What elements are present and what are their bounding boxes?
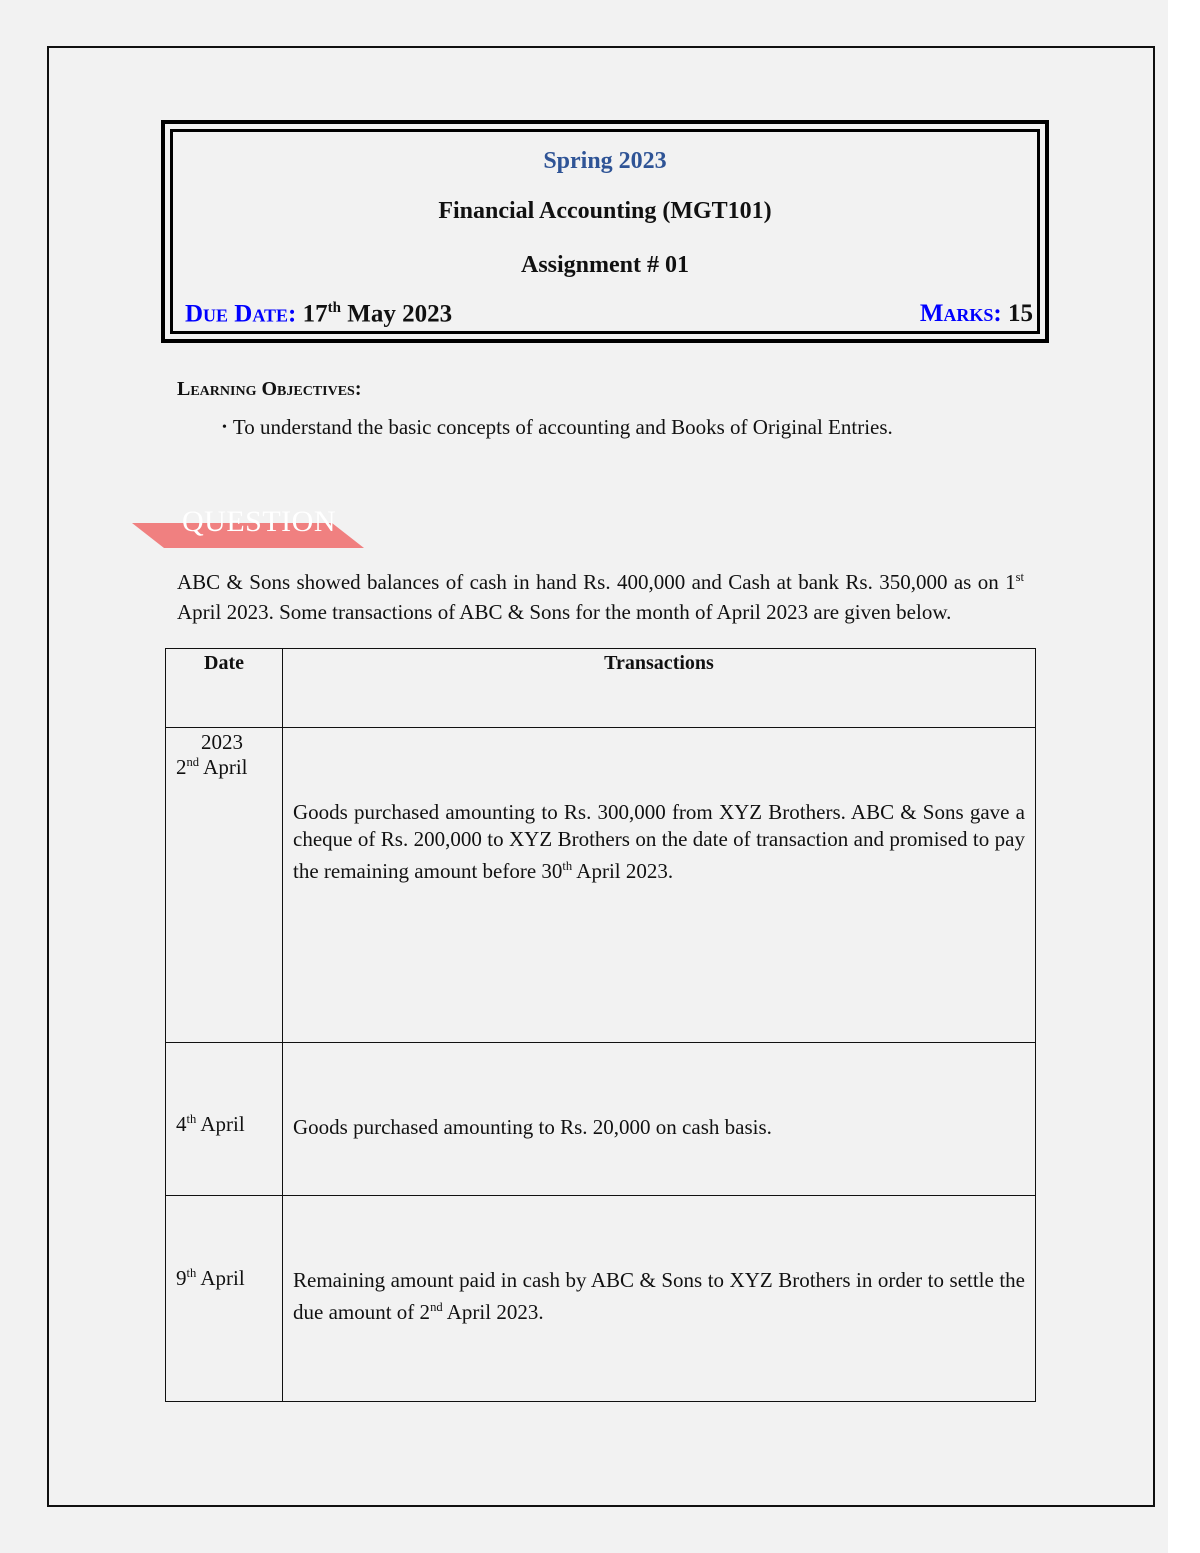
transaction-text-1: Goods purchased amounting to Rs. 300,000 from XYZ Brothers. ABC & Sons gave a cheque of Rs. 200,000 to XYZ Brothers on the date of transaction and promised to pay the remaining amount before 30 [293,800,1025,883]
learning-objectives-title: Learning Objectives: [177,378,362,400]
marks [920,300,1033,328]
transaction-text: Goods purchased amounting to Rs. 20,000 on cash basis. [293,1115,772,1139]
due-day: 17 [302,300,328,328]
transaction-text-1: Remaining amount paid in cash by ABC & Sons to XYZ Brothers in order to settle the due amount of 2 [293,1268,1025,1324]
date-cell [166,728,283,1043]
date-cell [166,1043,283,1196]
table-row [166,1043,1036,1196]
row-day: 9 [176,1266,187,1290]
header-date: Date [166,649,283,728]
intro-text-2: April 2023. Some transactions of ABC & Sons for the month of April 2023 are given below. [177,600,952,624]
question-intro [177,562,1024,627]
row-day: 4 [176,1112,187,1136]
question-banner-text: QUESTION [182,505,336,538]
header-transactions: Transactions [283,649,1036,728]
row-month: April [199,755,248,779]
header-inner-border [170,129,1040,334]
transaction-cell [283,1196,1036,1402]
table-row [166,728,1036,1043]
page-margin-strip [1168,0,1200,1553]
row-day: 2 [176,755,187,779]
transaction-cell [283,728,1036,1043]
row-day-suffix: th [186,1112,197,1126]
semester-title: Spring 2023 [543,148,667,174]
due-month-year: May 2023 [347,300,453,328]
row-day-suffix: nd [186,755,200,769]
objective-item [222,415,893,440]
course-title: Financial Accounting (MGT101) [438,198,772,224]
transaction-text-2: April 2023. [442,1300,544,1324]
intro-sup: st [1015,570,1024,584]
transactions-table [165,648,1036,1402]
row-year: 2023 [201,730,243,754]
bullet-icon: • [222,420,227,435]
due-date-label: Due Date: [185,300,297,328]
question-banner [132,505,364,548]
assignment-number: Assignment # 01 [520,252,689,278]
marks-label: Marks: [919,300,1002,327]
transaction-cell [283,1043,1036,1196]
objective-text: To understand the basic concepts of accounting and Books of Original Entries. [232,415,893,439]
table-row [166,1196,1036,1402]
assignment-header-box [161,120,1049,343]
table-header-row [166,649,1036,728]
transaction-sup: th [562,859,573,873]
row-day-suffix: th [186,1266,197,1280]
due-day-suffix: th [327,300,341,316]
marks-value: 15 [1008,300,1033,327]
due-date [185,300,452,328]
intro-text-1: ABC & Sons showed balances of cash in hand Rs. 400,000 and Cash at bank Rs. 350,000 as on 1 [177,570,1016,594]
row-month: April [196,1266,245,1290]
row-month: April [196,1112,245,1136]
transaction-text-2: April 2023. [572,859,674,883]
transaction-sup: nd [430,1300,443,1314]
date-cell [166,1196,283,1402]
